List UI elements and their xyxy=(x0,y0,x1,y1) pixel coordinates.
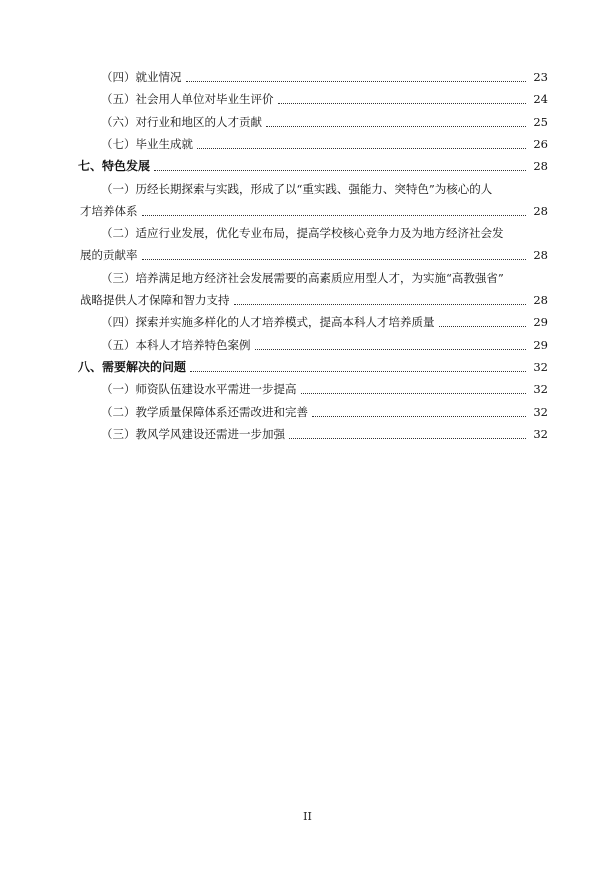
toc-page-number: 32 xyxy=(533,359,548,374)
toc-entry[interactable] xyxy=(101,381,548,397)
toc-entry[interactable] xyxy=(101,404,548,420)
toc-entry-title: （二）适应行业发展，优化专业布局，提高学校核心竞争力及为地方经济社会发 xyxy=(101,226,504,241)
toc-page-number: 25 xyxy=(533,114,548,129)
toc-page-number: 26 xyxy=(533,136,548,151)
toc-page-number: 23 xyxy=(533,70,548,84)
toc-entry-title: （四）就业情况 xyxy=(101,70,182,84)
toc-entry-title: 八、需要解决的问题 xyxy=(78,359,187,374)
toc-entry-title: （三）培养满足地方经济社会发展需要的高素质应用型人才，为实施“高教强省” xyxy=(101,270,504,285)
toc-entry-title: （四）探索并实施多样化的人才培养模式，提高本科人才培养质量 xyxy=(101,315,435,330)
toc-page-number: 24 xyxy=(533,92,548,107)
dot-leader xyxy=(234,303,527,305)
toc-entry-title: （五）社会用人单位对毕业生评价 xyxy=(101,92,274,107)
toc-entry[interactable] xyxy=(101,136,548,152)
dot-leader xyxy=(301,392,527,394)
dot-leader xyxy=(142,214,527,216)
toc-page-number: 28 xyxy=(533,203,548,218)
toc-entry[interactable] xyxy=(101,114,548,130)
toc-page-number: 28 xyxy=(533,159,548,174)
dot-leader xyxy=(289,437,526,439)
toc-page-number: 28 xyxy=(533,293,548,307)
toc-entry-title: （二）教学质量保障体系还需改进和完善 xyxy=(101,404,308,419)
dot-leader xyxy=(312,415,526,417)
toc-entry-title: （一）历经长期探索与实践，形成了以“重实践、强能力、突特色”为核心的人 xyxy=(101,181,493,196)
toc-entry-title: （六）对行业和地区的人才贡献 xyxy=(101,114,262,129)
toc-page-number: 28 xyxy=(533,248,548,263)
toc-entry[interactable] xyxy=(80,203,548,219)
toc-page-number: 32 xyxy=(533,426,548,441)
toc-entry-title-continued: 展的贡献率 xyxy=(80,248,138,263)
toc-entry[interactable] xyxy=(78,359,548,375)
toc-page-number: 29 xyxy=(533,315,548,330)
dot-leader xyxy=(439,325,527,327)
dot-leader xyxy=(154,169,526,171)
toc-page-number: 32 xyxy=(533,404,548,419)
toc-entry[interactable] xyxy=(101,337,548,353)
toc-entry-title: （一）师资队伍建设水平需进一步提高 xyxy=(101,382,297,397)
toc-entry-title-continued: 战略提供人才保障和智力支持 xyxy=(80,293,230,307)
toc-entry[interactable] xyxy=(101,314,548,330)
dot-leader xyxy=(278,102,527,104)
dot-leader xyxy=(197,147,526,149)
toc-entry[interactable] xyxy=(80,247,548,263)
page-number: II xyxy=(303,810,312,823)
toc-entry[interactable] xyxy=(101,426,548,442)
dot-leader xyxy=(142,258,527,260)
toc-page-number: 29 xyxy=(533,337,548,352)
dot-leader xyxy=(186,80,527,82)
toc-entry[interactable] xyxy=(101,181,548,197)
toc-entry-title: （五）本科人才培养特色案例 xyxy=(101,337,251,352)
toc-entry[interactable] xyxy=(101,69,548,85)
toc-entry-title: （七）毕业生成就 xyxy=(101,136,193,151)
toc-entry[interactable] xyxy=(101,91,548,107)
toc-entry[interactable] xyxy=(78,158,548,174)
dot-leader xyxy=(266,125,526,127)
toc-entry-title: （三）教风学风建设还需进一步加强 xyxy=(101,426,285,441)
toc-entry[interactable] xyxy=(101,270,548,286)
toc-entry[interactable] xyxy=(80,292,548,308)
dot-leader xyxy=(255,348,527,350)
dot-leader xyxy=(190,370,526,372)
toc-entry-title: 七、特色发展 xyxy=(78,159,151,174)
toc-page-number: 32 xyxy=(533,382,548,397)
toc-entry[interactable] xyxy=(101,225,548,241)
toc-entry-title-continued: 才培养体系 xyxy=(80,203,138,218)
